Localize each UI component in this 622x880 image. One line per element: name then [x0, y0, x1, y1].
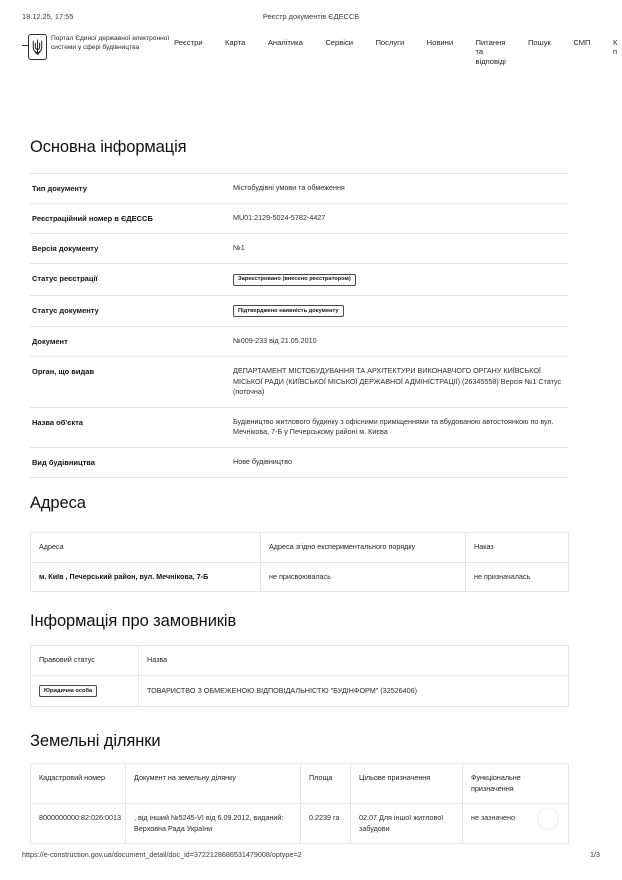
cell-functional-purpose [463, 804, 569, 844]
cell-address: м. Київ , Печерський район, вул. Мечнікова, 7-Б [31, 562, 261, 592]
site-navigation [22, 33, 622, 81]
column-header-area: Площа [301, 764, 351, 804]
print-header [0, 12, 622, 26]
info-value: №1 [233, 243, 245, 252]
cell-legal-status [31, 675, 139, 707]
info-row-issuing-authority [30, 357, 568, 408]
cell-order: не призначалась [466, 562, 569, 592]
column-header-land-document: Документ на земельну ділянку [126, 764, 301, 804]
info-row-registration-status [30, 264, 568, 296]
info-value [233, 273, 568, 286]
nav-item-search[interactable]: Пошук [527, 38, 551, 47]
column-header-legal-status: Правовий статус [31, 646, 139, 676]
info-value [233, 305, 568, 318]
info-row-registration-number [30, 204, 568, 234]
brand-title: Портал Єдиної державної електронної системи у сфері будівництва [51, 35, 170, 52]
print-date: 18.12.25, 17:55 [22, 12, 74, 21]
column-header-order: Наказ [466, 533, 569, 563]
nav-item-cabinet[interactable]: К п [612, 38, 618, 57]
info-label: Тип документу [32, 184, 87, 193]
info-row-document-version [30, 234, 568, 264]
page-number: 1/3 [590, 850, 600, 859]
info-label: Орган, що видав [32, 367, 95, 376]
info-label: Вид будівництва [32, 457, 95, 467]
info-value: ДЕПАРТАМЕНТ МІСТОБУДУВАННЯ ТА АРХІТЕКТУРИ ВИКОНАВЧОГО ОРГАНУ КИЇВСЬКОЇ МІСЬКОЇ РАДИ (КИЇВСЬКОЇ МІСЬКОЇ ДЕРЖАВНОЇ АДМІНІСТРАЦІЇ) (26345558) Версія №1 Статус (поточна) [233, 366, 562, 396]
info-value: Нове будівництво [233, 456, 292, 466]
column-header-address: Адреса [31, 533, 261, 563]
source-url: https://e-construction.gov.ua/document_detail/doc_id=3722128686531479008/optype=2 [22, 850, 302, 859]
main-info-list [30, 173, 568, 478]
table-row [31, 562, 569, 592]
cell-client-name: ТОВАРИСТВО З ОБМЕЖЕНОЮ ВІДПОВІДАЛЬНІСТЮ "БУДІНФОРМ" (32526406) [139, 675, 569, 707]
info-row-document-status [30, 296, 568, 328]
cell-area: 0.2239 га [301, 804, 351, 844]
nav-item-news[interactable]: Новини [426, 38, 454, 47]
info-label: Назва об'єкта [32, 417, 83, 427]
info-label: Статус реєстрації [32, 274, 98, 283]
table-header-row [31, 533, 569, 563]
cell-land-document: , від інший №5245-VI від 6.09.2012, виданий: Верховна Рада України [126, 804, 301, 844]
nav-item-faq[interactable]: Питання та відповіді [475, 38, 506, 66]
column-header-designated-purpose: Цільове призначення [351, 764, 463, 804]
info-row-construction-type [30, 448, 568, 478]
loading-spinner-icon [537, 808, 559, 830]
section-title-address: Адреса [30, 494, 86, 512]
clients-table [30, 645, 569, 707]
info-value: MU01:2129-5024-5782-4427 [233, 213, 326, 222]
table-row [31, 675, 569, 707]
table-header-row [31, 764, 569, 804]
info-row-document [30, 327, 568, 357]
nav-item-posluhy[interactable]: Послуги [375, 38, 405, 47]
info-label: Статус документу [32, 305, 99, 315]
info-value: №009-233 від 21.05.2010 [233, 336, 317, 345]
status-badge-document: Підтверджено наявність документу [233, 305, 344, 317]
column-header-name: Назва [139, 646, 569, 676]
cell-cadastral-number: 8000000000:82:026:0013 [31, 804, 126, 844]
column-header-cadastral-number: Кадастровий номер [31, 764, 126, 804]
info-row-object-name [30, 408, 568, 448]
table-row [31, 804, 569, 844]
info-value: Містобудівні умови та обмеження [233, 183, 345, 192]
nav-item-analytics[interactable]: Аналітика [267, 38, 303, 47]
table-header-row [31, 646, 569, 676]
address-table [30, 532, 569, 592]
info-label: Реєстраційний номер в ЄДЕССБ [32, 214, 153, 223]
land-plots-table [30, 763, 569, 844]
brand-logo[interactable] [22, 33, 172, 64]
column-header-functional-purpose: Функціональне призначення [463, 764, 569, 804]
info-value: Будівництво житлового будинку з офісними приміщеннями та вбудованою автостоянкою по вул. Мечнікова, 7-Б у Печерському районі м. Києва [233, 416, 554, 436]
cell-experimental-address: не присвоювалась [261, 562, 466, 592]
info-label: Версія документу [32, 244, 99, 253]
info-row-document-type [30, 174, 568, 204]
nav-item-services[interactable]: Сервіси [325, 38, 354, 47]
nav-links [174, 38, 622, 66]
section-title-main-info: Основна інформація [30, 138, 187, 156]
section-title-clients: Інформація про замовників [30, 612, 237, 630]
print-footer [0, 850, 622, 862]
legal-status-badge: Юридична особа [39, 685, 97, 697]
nav-item-smp[interactable]: СМП [573, 38, 591, 47]
nav-item-map[interactable]: Карта [225, 38, 246, 47]
section-title-land: Земельні ділянки [30, 732, 161, 750]
status-badge-registration: Зареєстровано (внесено реєстратором) [233, 274, 356, 286]
ukraine-trident-icon [22, 34, 48, 64]
column-header-experimental-address: Адреса згідно експериментального порядку [261, 533, 466, 563]
info-label: Документ [32, 337, 68, 346]
functional-purpose-text: не зазначено [471, 813, 515, 822]
print-page-title: Реєстр документів ЄДЕССБ [262, 12, 360, 21]
cell-designated-purpose: 02.07 Для іншої житлової забудови [351, 804, 463, 844]
nav-item-registries[interactable]: Реєстри [174, 38, 203, 47]
